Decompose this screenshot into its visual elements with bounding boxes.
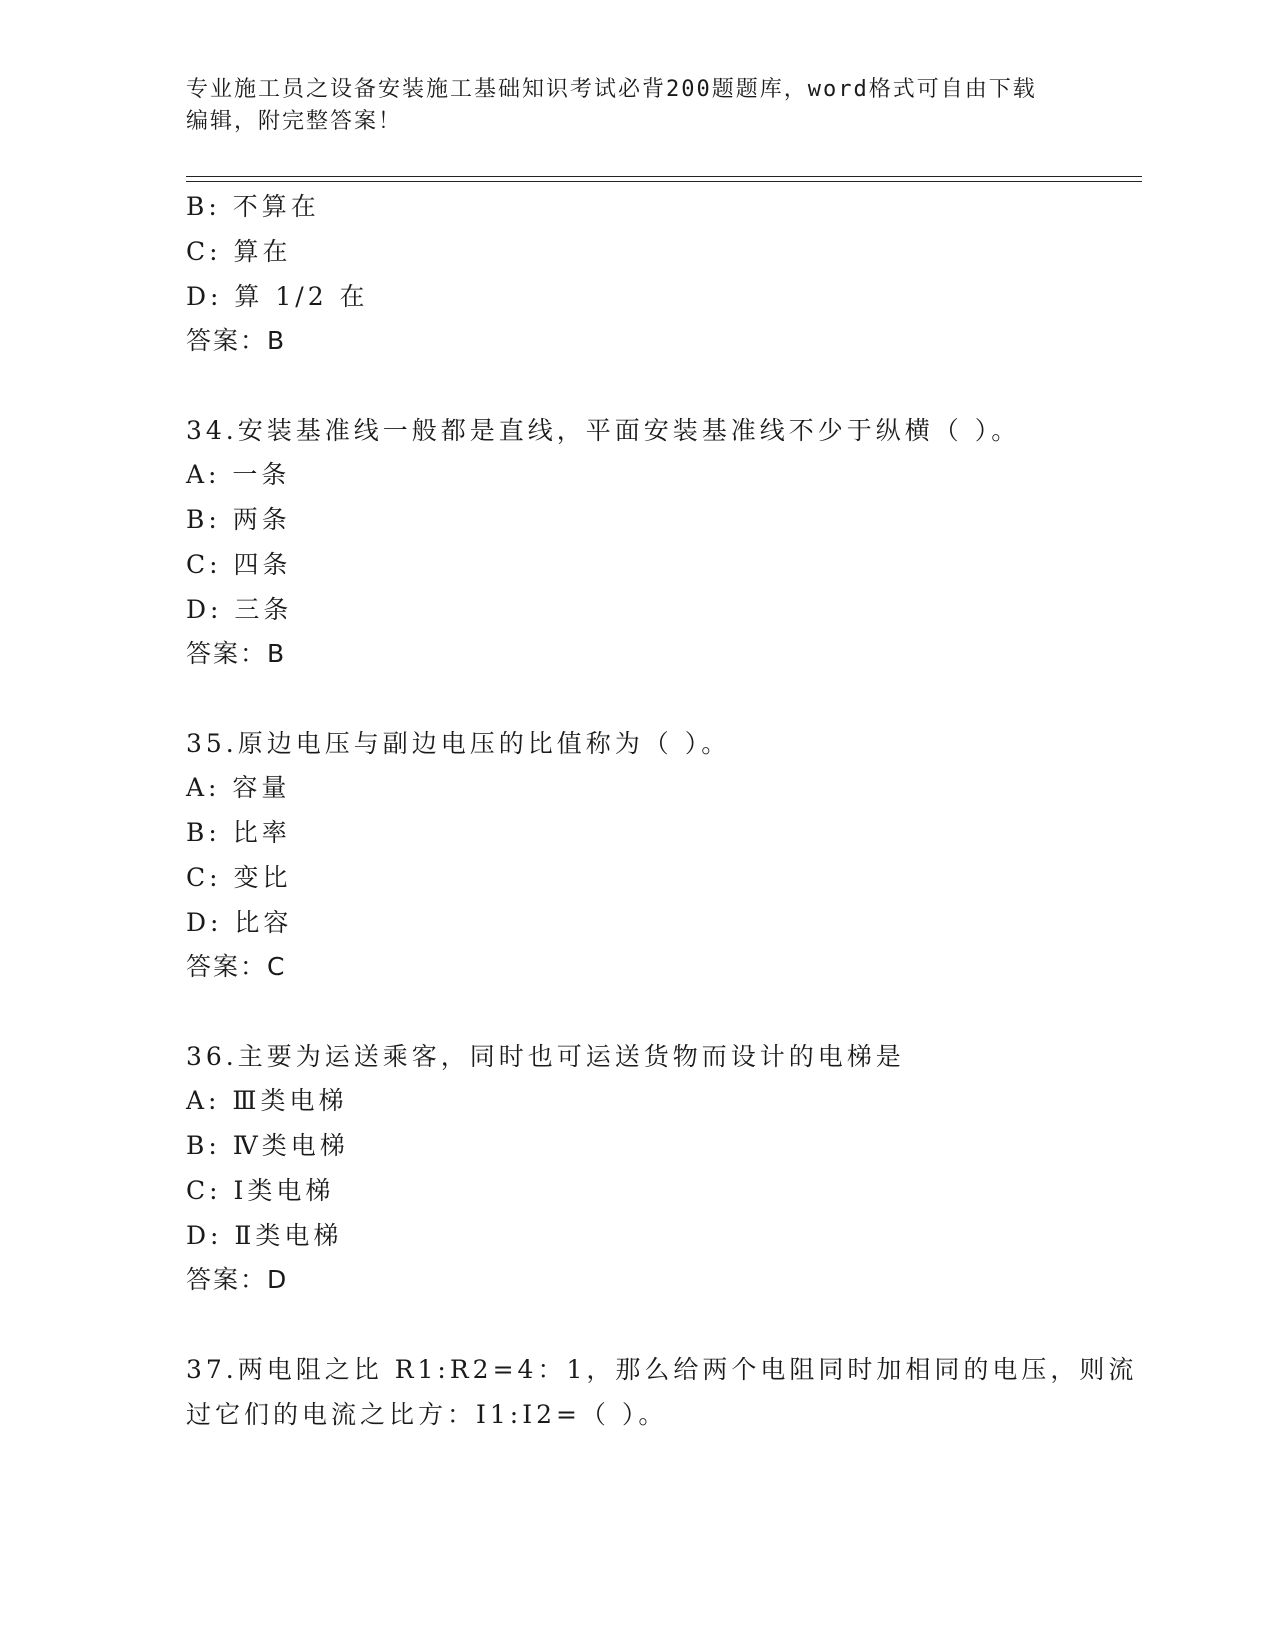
header-title-line-1: 专业施工员之设备安装施工基础知识考试必背200题题库，word格式可自由下载 (186, 77, 1037, 102)
q35-question: 35.原边电压与副边电压的比值称为（ ）。 (186, 729, 731, 758)
q34-option-b: B: 两条 (186, 505, 291, 534)
q34-answer: 答案：B (186, 639, 287, 668)
q35-option-b: B: 比率 (186, 818, 291, 847)
q36-question: 36.主要为运送乘客，同时也可运送货物而设计的电梯是 (186, 1042, 905, 1071)
q33-option-d: D: 算 1/2 在 (186, 282, 369, 311)
q36-option-d: D: Ⅱ类电梯 (186, 1221, 343, 1250)
q33-option-c: C: 算在 (186, 237, 292, 266)
header-divider-bottom (186, 181, 1142, 182)
q33-answer: 答案：B (186, 326, 287, 355)
q36-option-b: B: Ⅳ类电梯 (186, 1131, 349, 1160)
q36-answer: 答案：D (186, 1265, 289, 1294)
header-title-line-2: 编辑，附完整答案！ (186, 109, 403, 134)
q34-option-d: D: 三条 (186, 595, 293, 624)
q35-option-d: D: 比容 (186, 908, 293, 937)
q37-question-line-2: 过它们的电流之比方：I1:I2=（ ）。 (186, 1400, 668, 1429)
q36-option-a: A: Ⅲ类电梯 (186, 1086, 348, 1115)
document-header (186, 74, 1086, 138)
q35-answer: 答案：C (186, 952, 287, 981)
q34-option-a: A: 一条 (186, 460, 291, 489)
q34-option-c: C: 四条 (186, 550, 292, 579)
header-divider-top (186, 176, 1142, 177)
q34-question: 34.安装基准线一般都是直线，平面安装基准线不少于纵横（ ）。 (186, 416, 1021, 445)
q36-option-c: C: Ⅰ类电梯 (186, 1176, 335, 1205)
q35-option-c: C: 变比 (186, 863, 292, 892)
q37-question-line-1: 37.两电阻之比 R1:R2=4：1，那么给两个电阻同时加相同的电压，则流 (186, 1355, 1138, 1384)
q33-option-b: B: 不算在 (186, 192, 320, 221)
q35-option-a: A: 容量 (186, 773, 291, 802)
